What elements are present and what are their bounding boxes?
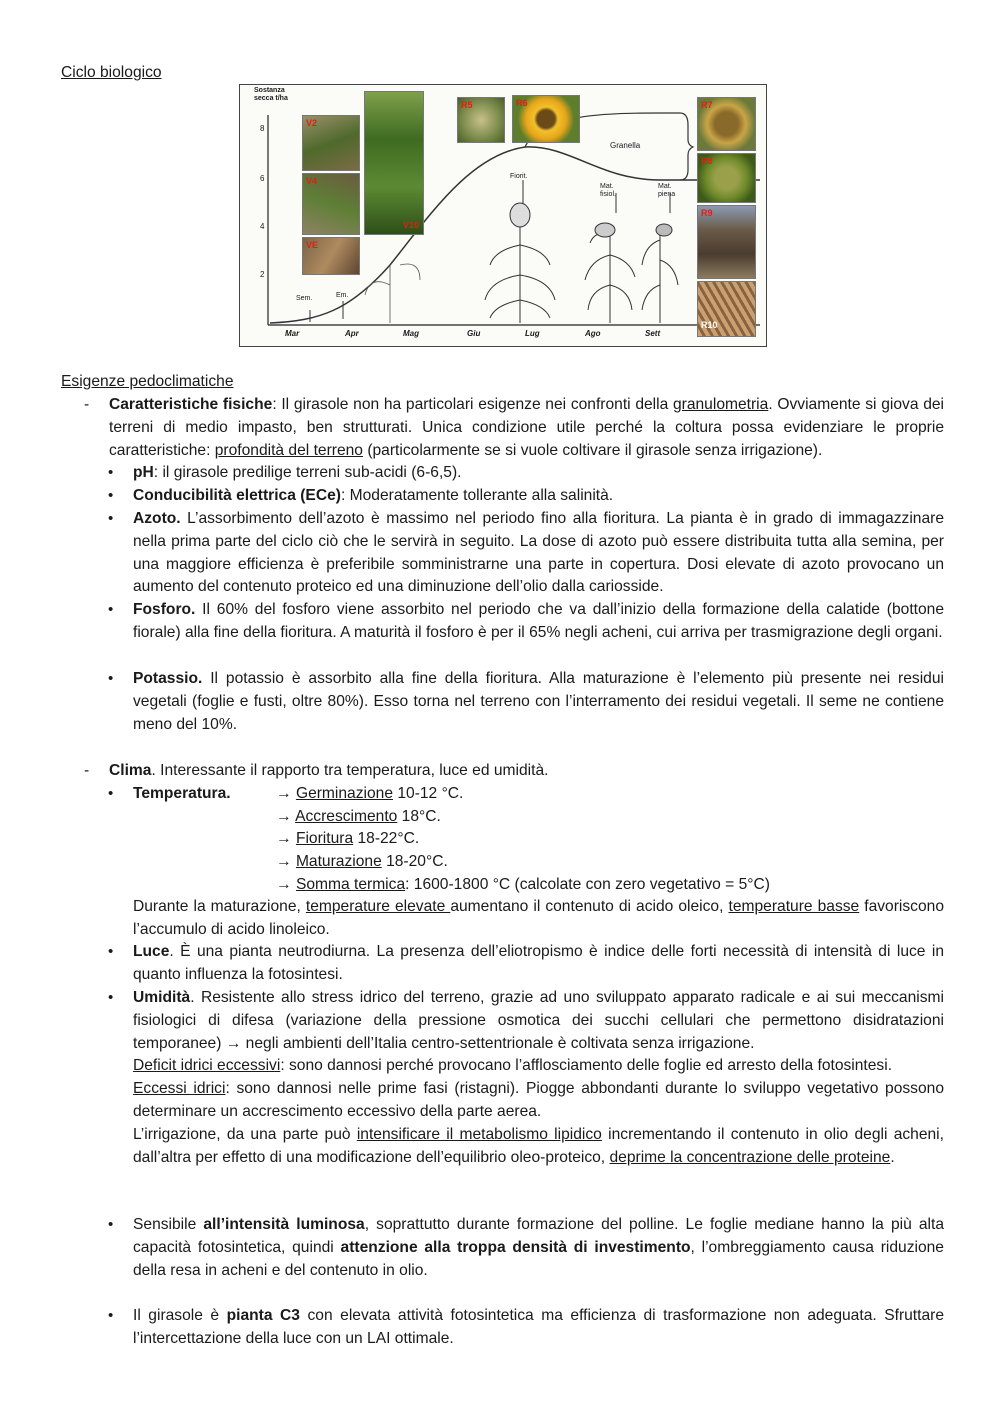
text-span: L’assorbimento dell’azoto è massimo nel periodo fino alla fioritura. La pianta è in grado di immagazzinare nella prima parte del ciclo ciò che le servirà in seguito. La dose di azoto può essere distribuita tutta alla semina, per una maggiore efficienza è preferibile somministrarne una parte in copertura. Dosi elevate di azoto provocano un aumento del contenuto proteico ed una diminuzione dell’olio dalla cariosside. [133,510,944,596]
photo-ve: VE [302,237,360,275]
bullet-potassio [108,668,944,736]
bullet-umidita [108,987,944,1169]
section-title-ciclo-biologico: Ciclo biologico [61,64,162,81]
bullet-c3 [108,1305,944,1351]
text-span: . È una pianta neutrodiurna. La presenza dell’eliotropismo è indice delle forti necessità di intensità di luce in quanto influenza la fotosintesi. [133,943,944,983]
bullet-dot: • [108,601,114,618]
text-span: . Ovviamente si giova dei terreni di medio impasto, ben strutturati. Unica condizione utile perché la coltura possa evidenziare le proprie caratteristiche: [109,396,944,459]
ph-label: pH [133,464,154,481]
text-span: . Resistente allo stress idrico del terreno, grazie ad uno sviluppato apparato radicale e ai sui meccanismi fisiologici di difesa (variazione della pressione osmotica dei succhi cellulari che permettono disidratazioni temporanee) → negli ambienti dell’Italia centro-settentrionale è coltivata senza irrigazione. [133,989,944,1052]
photo-v2: V2 [302,115,360,171]
photo-r5: R5 [457,97,505,143]
temperatura-label-wrap [133,783,944,806]
bullet-dot: • [108,510,114,527]
clima-text [109,760,944,783]
photo-v4: V4 [302,173,360,235]
clima-item [84,760,944,783]
temp-value: : 1600-1800 °C (calcolate con zero vegetativo = 5°C) [405,876,770,893]
profondita-term: profondità del terreno [214,441,363,459]
y-tick-2: 2 [260,270,265,279]
y-axis-label: Sostanza secca t/ha [254,87,288,102]
temp-row-germinazione [276,783,463,806]
ece-label: Conducibilità elettrica (ECe) [133,487,341,504]
photo-r6: R6 [512,95,580,143]
month-label: Sett [645,329,661,338]
text-span: : sono dannosi nelle prime fasi (ristagni). Piogge abbondanti durante lo sviluppo vegetativo possono determinare un accrescimento eccessivo della parte aerea. [133,1080,944,1120]
clima-label: Clima [109,762,152,779]
text-span: . [890,1148,895,1166]
deficit-paragraph [133,1055,944,1078]
maturazione-paragraph [133,896,944,942]
text-span: L’irrigazione, da una parte può [133,1125,357,1143]
bullet-dot: • [108,989,114,1006]
text-span: : Il girasole non ha particolari esigenze nei confronti della [272,396,673,413]
y-tick-4: 4 [260,222,265,231]
temp-row-fioritura [276,828,419,851]
metabolismo-term: intensificare il metabolismo lipidico [356,1125,602,1143]
text-span: : Moderatamente tollerante alla salinità. [340,487,614,504]
bullet-dot: • [108,1216,114,1233]
y-tick-6: 6 [260,174,265,183]
temp-value: 18-22°C. [353,830,420,847]
text-span: Il 60% del fosforo viene assorbito nel periodo che va dall’inizio della formazione della calatide (bottone fiorale) alla fine della fioritura. A maturità il fosforo è per il 65% negli acheni, cui arriva per trasmigrazione degli organi. [133,601,944,641]
bullet-dot: • [108,464,114,481]
potassio-label: Potassio. [133,670,203,687]
temp-value: 18°C. [397,808,441,825]
c3-text [133,1305,944,1351]
text-span: favoriscono l’accumulo di acido linoleico. [133,898,944,938]
bullet-dot: • [108,1307,114,1324]
dash-marker: - [84,396,90,413]
potassio-text [133,668,944,736]
text-span: , soprattutto durante formazione del polline. Le foglie mediane hanno la più alta capacità fotosintetica, quindi [133,1216,944,1256]
luce-label: Luce [133,943,170,960]
fosforo-text [133,599,944,645]
irrigazione-paragraph [133,1124,944,1170]
umidita-text [133,987,944,1169]
azoto-label: Azoto. [133,510,181,527]
month-label: Ago [585,329,601,338]
text-span: Sensibile [133,1216,204,1233]
caratteristiche-fisiche-item [84,394,944,462]
annotation-mat-fisiol: Mat. fisiol. [600,183,616,198]
text-span: : il girasole predilige terreni sub-acidi (6-6,5). [153,464,462,481]
text-span: incrementando il contenuto in olio degli acheni, dall’altra per effetto di una modificazione dell’equilibrio oleo-proteico, [133,1125,944,1166]
month-label: Apr [345,329,359,338]
azoto-text [133,508,944,599]
photo-r8: R8 [697,153,756,203]
temp-term: Fioritura [295,830,354,847]
arrow-icon: → [276,830,296,847]
text-span: Il potassio è assorbito alla fine della fioritura. Alla maturazione è l’elemento più presente nei residui vegetali (foglie e fusti, oltre 80%). Esso torna nel terreno con l’interramento dei residui vegetali. Il seme ne contiene meno del 10%. [133,670,944,733]
text-span: aumentano il contenuto di acido oleico, [450,898,729,915]
temp-term: Somma termica [295,876,406,893]
temp-term: Germinazione [295,785,394,802]
growth-cycle-figure [239,84,767,347]
luminosa-text [133,1214,944,1282]
granulometria-term: granulometria [672,396,769,413]
arrow-icon: → [276,876,296,893]
temp-row-somma-termica [276,874,770,897]
text-span: : sono dannosi perché provocano l’afflosciamento delle foglie ed arresto della fotosintesi. [280,1057,893,1075]
temp-term: Accrescimento [295,808,398,825]
proteine-term: deprime la concentrazione delle proteine [609,1148,891,1166]
arrow-icon: → [276,808,296,825]
bullet-ece [108,485,944,508]
month-label: Mag [403,329,419,338]
annotation-fiorit: Fiorit. [510,173,528,180]
luminosa-bold: all’intensità luminosa [203,1216,365,1233]
photo-v10: V10 [364,91,424,235]
temp-term: Maturazione [295,853,382,870]
bullet-dot: • [108,785,114,802]
bullet-intensita-luminosa [108,1214,944,1282]
umidita-intro [133,987,944,1055]
bullet-luce [108,941,944,987]
bullet-dot: • [108,943,114,960]
text-span: Il girasole è [133,1307,227,1324]
month-label: Lug [525,329,540,338]
annotation-mat-piena: Mat. piena [658,183,676,198]
densita-bold: attenzione alla troppa densità di investimento [340,1238,691,1256]
eccessi-label: Eccessi idrici [133,1080,226,1098]
caratteristiche-fisiche-label: Caratteristiche fisiche [109,396,273,413]
annotation-sem: Sem. [296,295,313,302]
section-title-esigenze-pedoclimatiche: Esigenze pedoclimatiche [61,373,234,390]
arrow-icon: → [276,785,296,802]
deficit-label: Deficit idrici eccessivi [133,1057,281,1075]
arrow-icon: → [276,853,296,870]
bullet-fosforo [108,599,944,645]
text-span: con elevata attività fotosintetica ma efficienza di trasformazione non adeguata. Sfruttare l’intercettazione della luce con un LAI ottimale. [133,1307,945,1347]
temp-value: 18-20°C. [381,853,448,870]
month-label: Mar [285,329,300,338]
annotation-granella: Granella [610,141,641,150]
umidita-label: Umidità [133,989,191,1006]
text-span: Durante la maturazione, [133,898,306,915]
c3-bold: pianta C3 [226,1307,300,1324]
photo-r7: R7 [697,97,756,151]
fosforo-label: Fosforo. [133,601,196,618]
eccessi-paragraph [133,1078,944,1124]
temperature-elevate-term: temperature elevate [305,898,451,915]
temperature-basse-term: temperature basse [728,898,860,915]
ph-text [133,462,944,485]
annotation-em: Em. [336,292,349,299]
maturazione-text [133,896,944,942]
temp-value: 10-12 °C. [393,785,464,802]
bullet-dot: • [108,670,114,687]
month-label: Giu [467,329,481,338]
photo-r9: R9 [697,205,756,279]
y-tick-8: 8 [260,124,265,133]
temp-row-accrescimento [276,806,441,829]
bullet-temperatura [108,783,944,806]
ece-text [133,485,944,508]
luce-text [133,941,944,987]
dash-marker: - [84,762,90,779]
text-span: (particolarmente se si vuole coltivare il girasole senza irrigazione). [362,441,823,459]
temperatura-label: Temperatura. [133,785,231,802]
caratteristiche-fisiche-text [109,394,944,462]
text-span: , l’ombreggiamento causa riduzione della resa in acheni e del contenuto in olio. [133,1238,944,1279]
bullet-azoto [108,508,944,599]
bullet-dot: • [108,487,114,504]
bullet-ph [108,462,944,485]
photo-r10: R10 [697,281,756,337]
temp-row-maturazione [276,851,448,874]
text-span: . Interessante il rapporto tra temperatura, luce ed umidità. [151,762,549,779]
